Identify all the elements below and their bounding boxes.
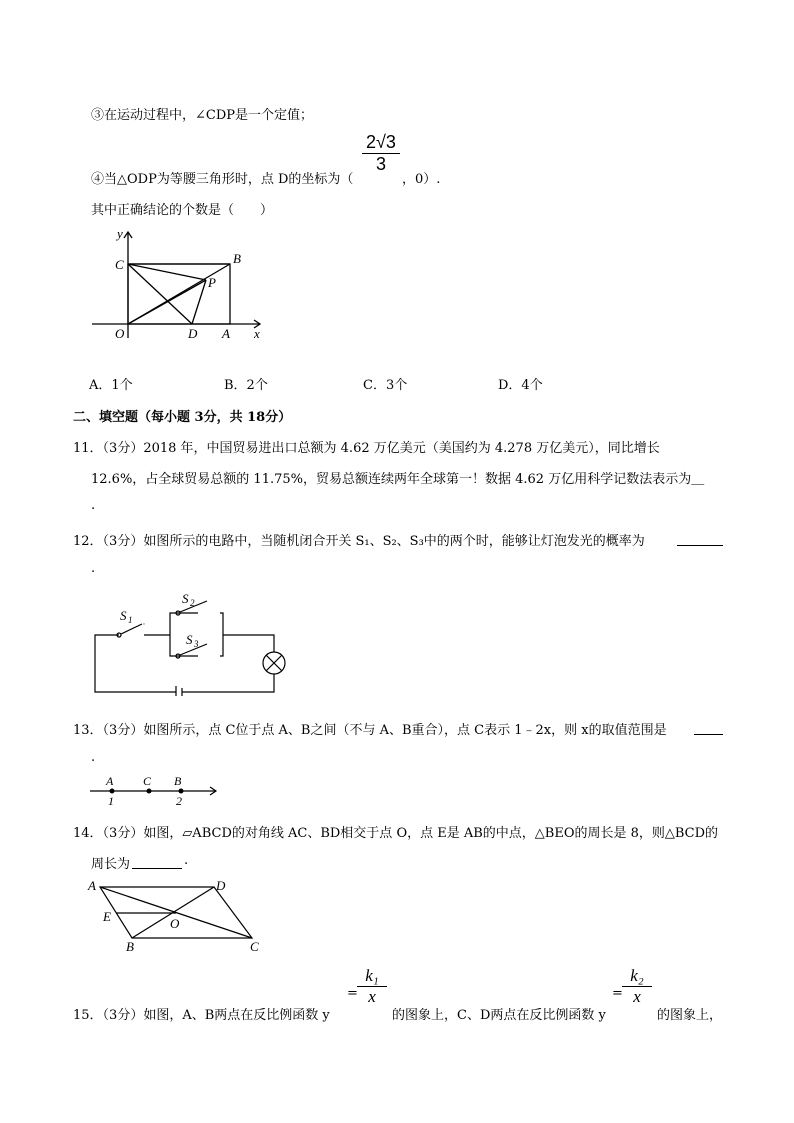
tick-2: 2 — [176, 794, 182, 808]
q10-fraction-denominator: 3 — [375, 154, 386, 174]
wire-bottom-right — [182, 674, 274, 692]
label-s2: S — [182, 591, 189, 606]
label-y: y — [117, 226, 123, 241]
label-D: D — [216, 878, 226, 893]
label-s3-sub: 3 — [194, 639, 199, 649]
q14-blank — [132, 868, 182, 869]
label-s1-sub: 1 — [128, 615, 133, 625]
label-E: E — [103, 909, 111, 924]
q10-option-a: A．1个 — [89, 378, 133, 393]
q10-question: 其中正确结论的个数是（ ） — [91, 203, 274, 218]
q14-line-2-end: . — [184, 853, 189, 868]
q10-option-b: B．2个 — [224, 378, 268, 393]
label-C: C — [143, 774, 152, 788]
q11-line-3: . — [91, 498, 96, 513]
q14-line-1: 14．（3分）如图，▱ABCD的对角线 AC、BD相交于点 O，点 E是 AB的中点，△BEO的周长是 8，则△BCD的 — [73, 826, 719, 841]
label-O: O — [170, 916, 180, 931]
q12-blank — [677, 545, 723, 546]
q15-text-post: 的图象上， — [657, 1008, 723, 1023]
q12-line-1: 12．（3分）如图所示的电路中，当随机闭合开关 S₁、S₂、S₃中的两个时，能够让灯泡发光的概率为 — [73, 534, 645, 549]
label-P: P — [208, 275, 216, 290]
q15-fraction-1 — [357, 966, 387, 1007]
tick-1: 1 — [108, 794, 114, 808]
label-A: A — [106, 774, 114, 788]
switch-s1-blade — [121, 624, 142, 634]
q10-statement-4-post: ，0）. — [402, 172, 441, 187]
q15-x1: x — [368, 987, 376, 1006]
label-D: D — [188, 326, 198, 341]
label-s2-sub: 2 — [190, 598, 195, 608]
q10-fraction — [362, 132, 400, 175]
section-2-title: 二、填空题（每小题 3分，共 18分） — [73, 410, 292, 425]
wire-top-right — [223, 635, 274, 652]
q10-statement-4-pre: ④当△ODP为等腰三角形时，点 D的坐标为（ — [91, 172, 354, 187]
label-C: C — [115, 257, 124, 272]
q10-figure — [88, 226, 268, 346]
q10-option-c: C．3个 — [363, 378, 408, 393]
q10-option-d: D．4个 — [498, 378, 543, 393]
q15-equals-1: = — [347, 986, 358, 1001]
q11-line-1: 11．（3分）2018 年，中国贸易进出口总额为 4.62 万亿美元（美国约为 4.278 万亿美元），同比增长 — [73, 441, 660, 456]
q10-statement-3: ③在运动过程中，∠CDP是一个定值； — [91, 108, 314, 123]
point-C — [147, 789, 152, 794]
label-C: C — [250, 939, 259, 954]
label-x: x — [254, 326, 260, 341]
label-A: A — [88, 878, 96, 893]
q15-fraction-2 — [622, 966, 652, 1007]
q15-k2: k₂ — [622, 966, 652, 987]
label-s1: S — [120, 608, 127, 623]
q14-line-2: 周长为 — [91, 857, 131, 872]
wire-left — [95, 635, 176, 692]
point-A — [110, 789, 115, 794]
label-s3: S — [186, 632, 193, 647]
label-B: B — [233, 251, 241, 266]
q15-x2: x — [633, 987, 641, 1006]
q13-blank — [694, 734, 723, 735]
label-O: O — [115, 326, 125, 341]
q15-k1: k₁ — [357, 966, 387, 987]
q13-line-1: 13．（3分）如图所示，点 C位于点 A、B之间（不与 A、B重合），点 C表示 1﹣2x，则 x的取值范围是 — [73, 723, 667, 738]
q13-number-line-figure — [88, 772, 223, 808]
q15-text-mid: 的图象上，C、D两点在反比例函数 y — [392, 1008, 606, 1023]
q11-line-2: 12.6%，占全球贸易总额的 11.75%，贸易总额连续两年全球第一！数据 4.62 万亿用科学记数法表示为＿ — [91, 472, 705, 487]
point-B — [179, 789, 184, 794]
q12-line-2: . — [91, 561, 96, 576]
q15-equals-2: = — [612, 986, 623, 1001]
q14-parallelogram-figure — [86, 876, 271, 958]
label-A: A — [222, 326, 230, 341]
segment-CP — [128, 264, 206, 280]
q10-fraction-numerator: 2√3 — [362, 132, 400, 154]
label-B: B — [126, 939, 134, 954]
label-B: B — [174, 774, 182, 788]
q15-text-pre: 15．（3分）如图，A、B两点在反比例函数 y — [73, 1008, 330, 1023]
q12-circuit-figure — [90, 586, 290, 696]
q13-line-2: . — [91, 750, 96, 765]
